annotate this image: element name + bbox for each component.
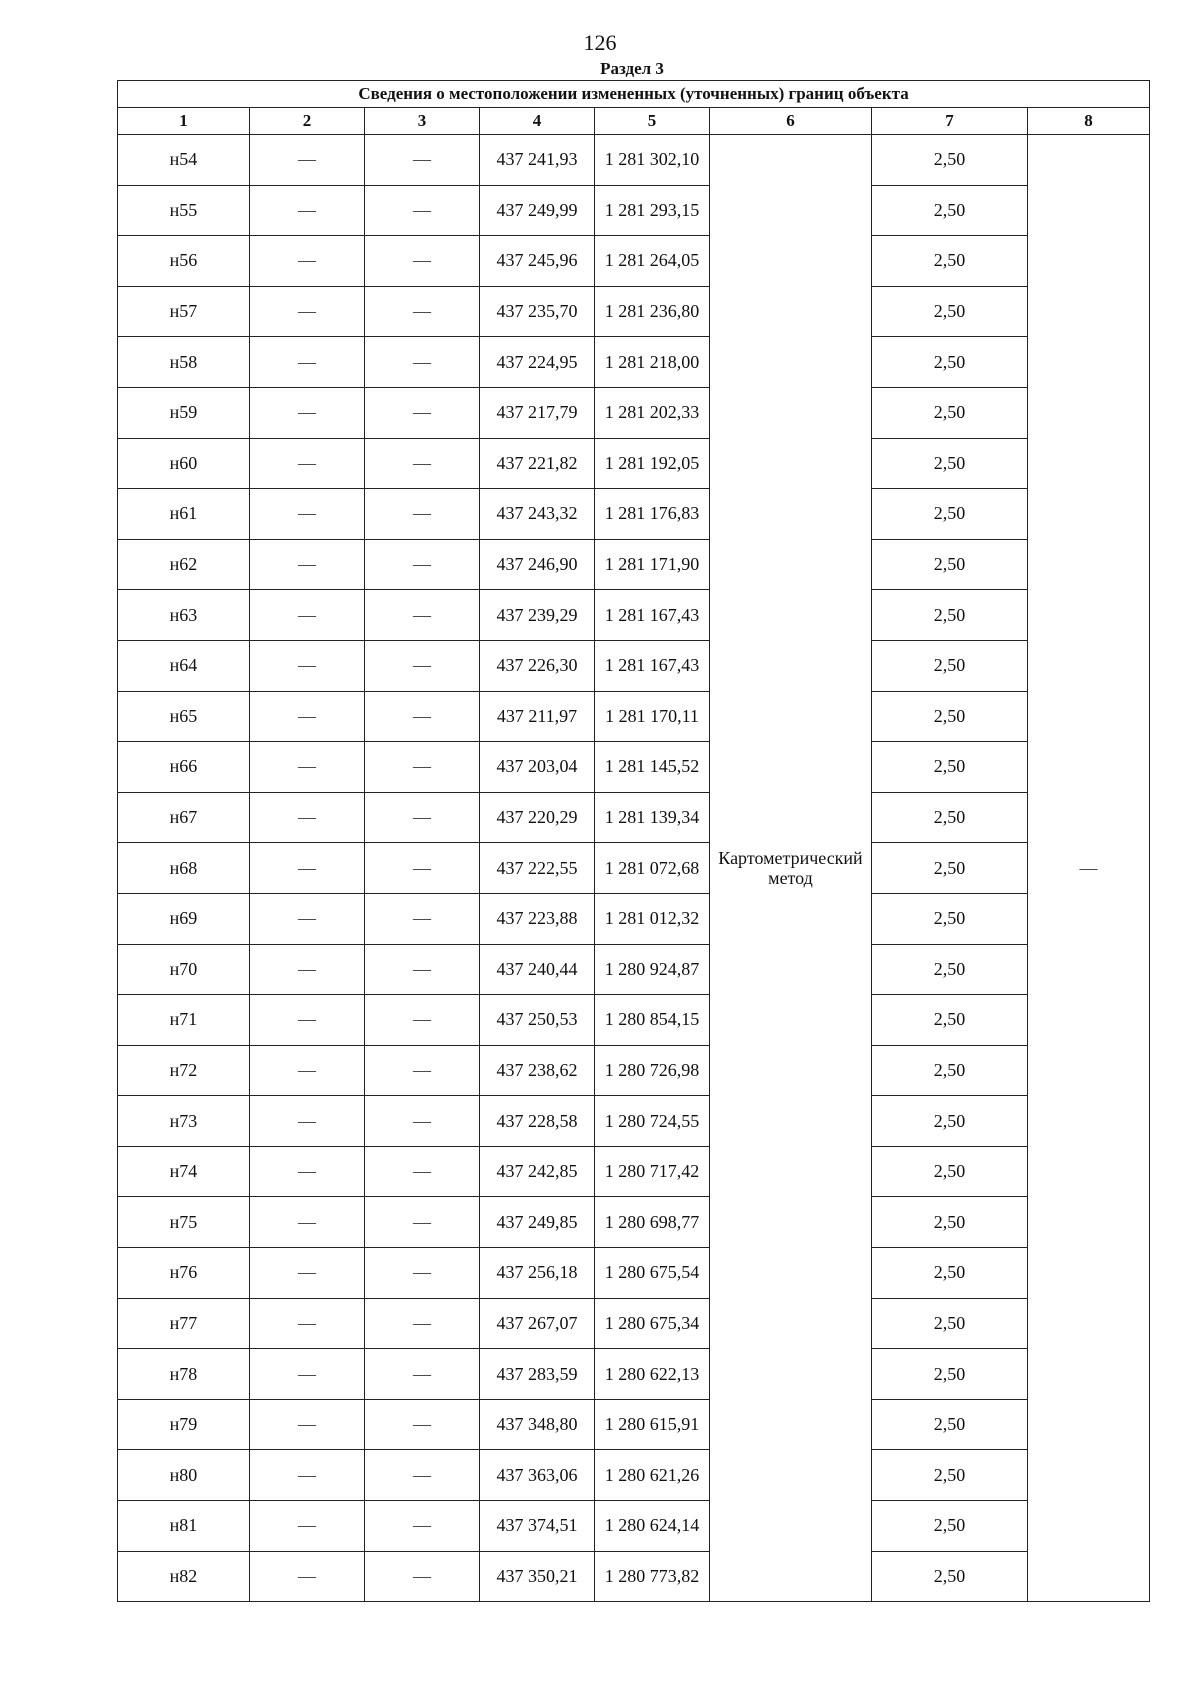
table-row [118, 1399, 1150, 1450]
column-2-cell: — [250, 995, 365, 1046]
column-header-row [118, 108, 1150, 135]
precision-cell: 2,50 [872, 1450, 1028, 1501]
precision-cell: 2,50 [872, 590, 1028, 641]
point-id-cell: н78 [118, 1349, 250, 1400]
precision-cell: 2,50 [872, 337, 1028, 388]
precision-cell: 2,50 [872, 236, 1028, 287]
y-coordinate-cell: 1 281 264,05 [595, 236, 710, 287]
x-coordinate-cell: 437 223,88 [480, 893, 595, 944]
y-coordinate-cell: 1 280 675,34 [595, 1298, 710, 1349]
column-3-cell: — [365, 1551, 480, 1602]
y-coordinate-cell: 1 281 012,32 [595, 893, 710, 944]
x-coordinate-cell: 437 217,79 [480, 387, 595, 438]
precision-cell: 2,50 [872, 438, 1028, 489]
table-row [118, 438, 1150, 489]
table-caption: Сведения о местоположении измененных (уточненных) границ объекта [118, 81, 1150, 108]
column-3-cell: — [365, 1501, 480, 1552]
column-header: 2 [250, 108, 365, 135]
point-id-cell: н64 [118, 640, 250, 691]
x-coordinate-cell: 437 246,90 [480, 539, 595, 590]
column-3-cell: — [365, 1248, 480, 1299]
column-2-cell: — [250, 135, 365, 186]
column-2-cell: — [250, 1096, 365, 1147]
column-3-cell: — [365, 387, 480, 438]
table-caption-row [118, 81, 1150, 108]
point-id-cell: н63 [118, 590, 250, 641]
x-coordinate-cell: 437 241,93 [480, 135, 595, 186]
column-2-cell: — [250, 1298, 365, 1349]
point-id-cell: н56 [118, 236, 250, 287]
column-3-cell: — [365, 489, 480, 540]
column-2-cell: — [250, 337, 365, 388]
x-coordinate-cell: 437 245,96 [480, 236, 595, 287]
x-coordinate-cell: 437 256,18 [480, 1248, 595, 1299]
point-id-cell: н60 [118, 438, 250, 489]
table-row [118, 1146, 1150, 1197]
y-coordinate-cell: 1 280 924,87 [595, 944, 710, 995]
column-2-cell: — [250, 1501, 365, 1552]
point-id-cell: н73 [118, 1096, 250, 1147]
column-3-cell: — [365, 539, 480, 590]
point-id-cell: н79 [118, 1399, 250, 1450]
y-coordinate-cell: 1 280 621,26 [595, 1450, 710, 1501]
column-3-cell: — [365, 1349, 480, 1400]
column-3-cell: — [365, 438, 480, 489]
precision-cell: 2,50 [872, 1096, 1028, 1147]
precision-cell: 2,50 [872, 742, 1028, 793]
table-row [118, 1450, 1150, 1501]
y-coordinate-cell: 1 281 236,80 [595, 286, 710, 337]
y-coordinate-cell: 1 280 698,77 [595, 1197, 710, 1248]
precision-cell: 2,50 [872, 1501, 1028, 1552]
y-coordinate-cell: 1 281 192,05 [595, 438, 710, 489]
point-id-cell: н55 [118, 185, 250, 236]
precision-cell: 2,50 [872, 539, 1028, 590]
x-coordinate-cell: 437 249,85 [480, 1197, 595, 1248]
x-coordinate-cell: 437 249,99 [480, 185, 595, 236]
column-3-cell: — [365, 1399, 480, 1450]
precision-cell: 2,50 [872, 1399, 1028, 1450]
precision-cell: 2,50 [872, 387, 1028, 438]
precision-cell: 2,50 [872, 843, 1028, 894]
table-row [118, 1248, 1150, 1299]
column-3-cell: — [365, 236, 480, 287]
column-3-cell: — [365, 1045, 480, 1096]
column-3-cell: — [365, 286, 480, 337]
precision-cell: 2,50 [872, 489, 1028, 540]
precision-cell: 2,50 [872, 1298, 1028, 1349]
column-2-cell: — [250, 640, 365, 691]
column-header: 3 [365, 108, 480, 135]
precision-cell: 2,50 [872, 1349, 1028, 1400]
y-coordinate-cell: 1 281 218,00 [595, 337, 710, 388]
x-coordinate-cell: 437 242,85 [480, 1146, 595, 1197]
table-row [118, 1501, 1150, 1552]
x-coordinate-cell: 437 239,29 [480, 590, 595, 641]
column-header: 7 [872, 108, 1028, 135]
column-2-cell: — [250, 1146, 365, 1197]
column-3-cell: — [365, 185, 480, 236]
y-coordinate-cell: 1 281 293,15 [595, 185, 710, 236]
point-id-cell: н80 [118, 1450, 250, 1501]
x-coordinate-cell: 437 240,44 [480, 944, 595, 995]
column-2-cell: — [250, 438, 365, 489]
table-row [118, 135, 1150, 186]
precision-cell: 2,50 [872, 135, 1028, 186]
point-id-cell: н54 [118, 135, 250, 186]
table-row [118, 995, 1150, 1046]
point-id-cell: н71 [118, 995, 250, 1046]
table-row [118, 387, 1150, 438]
column-2-cell: — [250, 1349, 365, 1400]
point-id-cell: н72 [118, 1045, 250, 1096]
column-2-cell: — [250, 843, 365, 894]
column-2-cell: — [250, 792, 365, 843]
column-2-cell: — [250, 742, 365, 793]
y-coordinate-cell: 1 280 724,55 [595, 1096, 710, 1147]
column-3-cell: — [365, 1298, 480, 1349]
point-id-cell: н76 [118, 1248, 250, 1299]
precision-cell: 2,50 [872, 1551, 1028, 1602]
table-row [118, 236, 1150, 287]
section-title: Раздел 3 [600, 59, 664, 78]
column-3-cell: — [365, 893, 480, 944]
y-coordinate-cell: 1 281 170,11 [595, 691, 710, 742]
point-id-cell: н66 [118, 742, 250, 793]
x-coordinate-cell: 437 350,21 [480, 1551, 595, 1602]
point-id-cell: н82 [118, 1551, 250, 1602]
x-coordinate-cell: 437 238,62 [480, 1045, 595, 1096]
column-2-cell: — [250, 893, 365, 944]
precision-cell: 2,50 [872, 691, 1028, 742]
column-header: 4 [480, 108, 595, 135]
point-id-cell: н75 [118, 1197, 250, 1248]
x-coordinate-cell: 437 211,97 [480, 691, 595, 742]
column-2-cell: — [250, 944, 365, 995]
y-coordinate-cell: 1 281 171,90 [595, 539, 710, 590]
column-8-cell: — [1028, 135, 1150, 1602]
x-coordinate-cell: 437 221,82 [480, 438, 595, 489]
page-number: 126 [583, 30, 617, 55]
table-row [118, 590, 1150, 641]
precision-cell: 2,50 [872, 1248, 1028, 1299]
precision-cell: 2,50 [872, 893, 1028, 944]
table-row [118, 944, 1150, 995]
table-row [118, 1045, 1150, 1096]
column-2-cell: — [250, 590, 365, 641]
column-3-cell: — [365, 1450, 480, 1501]
point-id-cell: н59 [118, 387, 250, 438]
table-row [118, 286, 1150, 337]
y-coordinate-cell: 1 280 615,91 [595, 1399, 710, 1450]
point-id-cell: н62 [118, 539, 250, 590]
boundary-table [117, 80, 1150, 1602]
column-header: 1 [118, 108, 250, 135]
column-header: 5 [595, 108, 710, 135]
column-2-cell: — [250, 1450, 365, 1501]
point-id-cell: н69 [118, 893, 250, 944]
precision-cell: 2,50 [872, 944, 1028, 995]
table-row [118, 489, 1150, 540]
precision-cell: 2,50 [872, 640, 1028, 691]
column-2-cell: — [250, 185, 365, 236]
table-row [118, 1349, 1150, 1400]
table-row [118, 742, 1150, 793]
column-3-cell: — [365, 995, 480, 1046]
y-coordinate-cell: 1 281 202,33 [595, 387, 710, 438]
column-2-cell: — [250, 236, 365, 287]
x-coordinate-cell: 437 283,59 [480, 1349, 595, 1400]
table-row [118, 1096, 1150, 1147]
column-2-cell: — [250, 691, 365, 742]
x-coordinate-cell: 437 250,53 [480, 995, 595, 1046]
column-2-cell: — [250, 1551, 365, 1602]
column-3-cell: — [365, 337, 480, 388]
x-coordinate-cell: 437 222,55 [480, 843, 595, 894]
column-3-cell: — [365, 1096, 480, 1147]
column-header: 8 [1028, 108, 1150, 135]
x-coordinate-cell: 437 235,70 [480, 286, 595, 337]
point-id-cell: н58 [118, 337, 250, 388]
column-header: 6 [710, 108, 872, 135]
column-2-cell: — [250, 539, 365, 590]
precision-cell: 2,50 [872, 995, 1028, 1046]
column-3-cell: — [365, 691, 480, 742]
precision-cell: 2,50 [872, 1045, 1028, 1096]
y-coordinate-cell: 1 281 139,34 [595, 792, 710, 843]
y-coordinate-cell: 1 280 726,98 [595, 1045, 710, 1096]
x-coordinate-cell: 437 363,06 [480, 1450, 595, 1501]
table-row [118, 640, 1150, 691]
column-3-cell: — [365, 640, 480, 691]
precision-cell: 2,50 [872, 286, 1028, 337]
point-id-cell: н77 [118, 1298, 250, 1349]
table-row [118, 1298, 1150, 1349]
table-row [118, 691, 1150, 742]
column-3-cell: — [365, 944, 480, 995]
table-row [118, 1551, 1150, 1602]
table-row [118, 1197, 1150, 1248]
point-id-cell: н57 [118, 286, 250, 337]
column-3-cell: — [365, 135, 480, 186]
column-3-cell: — [365, 590, 480, 641]
x-coordinate-cell: 437 348,80 [480, 1399, 595, 1450]
column-2-cell: — [250, 1045, 365, 1096]
point-id-cell: н67 [118, 792, 250, 843]
column-3-cell: — [365, 792, 480, 843]
column-2-cell: — [250, 1197, 365, 1248]
x-coordinate-cell: 437 220,29 [480, 792, 595, 843]
column-2-cell: — [250, 489, 365, 540]
x-coordinate-cell: 437 267,07 [480, 1298, 595, 1349]
y-coordinate-cell: 1 281 145,52 [595, 742, 710, 793]
y-coordinate-cell: 1 280 854,15 [595, 995, 710, 1046]
y-coordinate-cell: 1 281 167,43 [595, 590, 710, 641]
column-3-cell: — [365, 1197, 480, 1248]
y-coordinate-cell: 1 281 176,83 [595, 489, 710, 540]
point-id-cell: н61 [118, 489, 250, 540]
column-3-cell: — [365, 1146, 480, 1197]
point-id-cell: н74 [118, 1146, 250, 1197]
table-row [118, 337, 1150, 388]
column-2-cell: — [250, 1248, 365, 1299]
point-id-cell: н70 [118, 944, 250, 995]
column-3-cell: — [365, 742, 480, 793]
precision-cell: 2,50 [872, 1197, 1028, 1248]
y-coordinate-cell: 1 281 072,68 [595, 843, 710, 894]
precision-cell: 2,50 [872, 792, 1028, 843]
column-2-cell: — [250, 286, 365, 337]
point-id-cell: н68 [118, 843, 250, 894]
precision-cell: 2,50 [872, 1146, 1028, 1197]
y-coordinate-cell: 1 280 717,42 [595, 1146, 710, 1197]
x-coordinate-cell: 437 228,58 [480, 1096, 595, 1147]
table-row [118, 185, 1150, 236]
y-coordinate-cell: 1 280 675,54 [595, 1248, 710, 1299]
point-id-cell: н81 [118, 1501, 250, 1552]
precision-cell: 2,50 [872, 185, 1028, 236]
x-coordinate-cell: 437 374,51 [480, 1501, 595, 1552]
column-3-cell: — [365, 843, 480, 894]
table-row [118, 843, 1150, 894]
y-coordinate-cell: 1 280 624,14 [595, 1501, 710, 1552]
table-row [118, 792, 1150, 843]
x-coordinate-cell: 437 226,30 [480, 640, 595, 691]
y-coordinate-cell: 1 281 302,10 [595, 135, 710, 186]
table-body [118, 135, 1150, 1602]
y-coordinate-cell: 1 281 167,43 [595, 640, 710, 691]
x-coordinate-cell: 437 203,04 [480, 742, 595, 793]
x-coordinate-cell: 437 243,32 [480, 489, 595, 540]
table-row [118, 539, 1150, 590]
column-2-cell: — [250, 387, 365, 438]
column-2-cell: — [250, 1399, 365, 1450]
point-id-cell: н65 [118, 691, 250, 742]
method-cell: Картометрический метод [710, 135, 872, 1602]
y-coordinate-cell: 1 280 622,13 [595, 1349, 710, 1400]
x-coordinate-cell: 437 224,95 [480, 337, 595, 388]
y-coordinate-cell: 1 280 773,82 [595, 1551, 710, 1602]
table-row [118, 893, 1150, 944]
